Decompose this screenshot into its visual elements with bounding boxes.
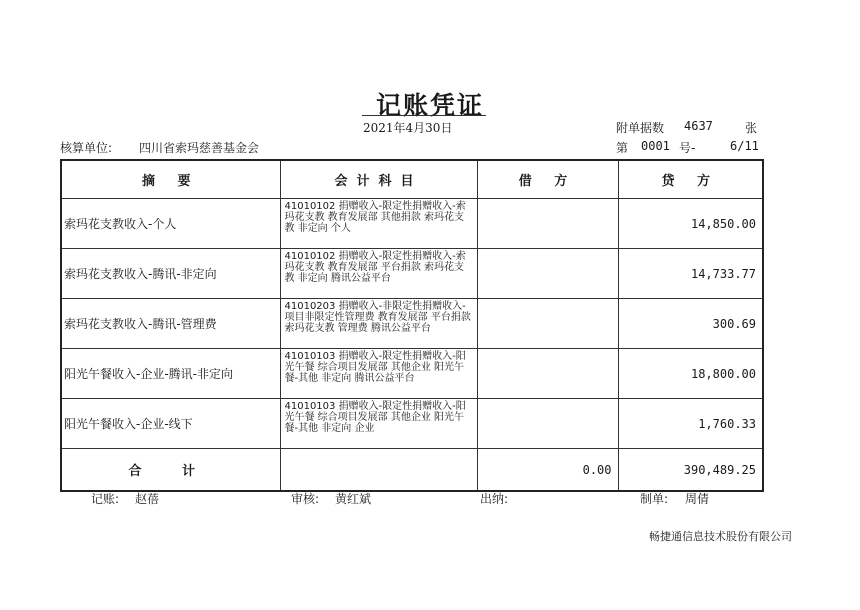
reviewer-name: 黄红斌 xyxy=(335,492,372,506)
header-debit: 借 方 xyxy=(477,160,618,199)
voucher-date: 2021年4月30日 xyxy=(363,121,453,135)
voucher-number-suffix: 号- xyxy=(679,141,696,155)
total-label: 合 计 xyxy=(61,449,280,492)
attachments-label: 附单据数 xyxy=(616,121,665,135)
row-debit xyxy=(477,349,618,399)
voucher-title: 记账凭证 xyxy=(375,91,484,120)
total-debit: 0.00 xyxy=(477,449,618,492)
header-summary: 摘 要 xyxy=(61,160,280,199)
unit-label: 核算单位: xyxy=(60,141,113,155)
row-account: 41010203 捐赠收入-非限定性捐赠收入-项目非限定性管理费 教育发展部 平台捐款 索玛花支教 管理费 腾讯公益平台 xyxy=(280,299,477,349)
bookkeeper-label: 记账: xyxy=(91,492,120,506)
voucher-number-prefix: 第 xyxy=(616,141,629,155)
row-account: 41010103 捐赠收入-限定性捐赠收入-阳光午餐 综合项目发展部 其他企业 阳光午餐-其他 非定向 企业 xyxy=(280,399,477,449)
title-underline xyxy=(362,115,486,116)
row-summary: 阳光午餐收入-企业-腾讯-非定向 xyxy=(61,349,280,399)
table-row xyxy=(61,249,763,299)
row-credit: 1,760.33 xyxy=(618,399,763,449)
table-row xyxy=(61,199,763,249)
bookkeeper-name: 赵蓓 xyxy=(135,492,160,506)
row-debit xyxy=(477,399,618,449)
row-summary: 索玛花支教收入-个人 xyxy=(61,199,280,249)
row-summary: 索玛花支教收入-腾讯-非定向 xyxy=(61,249,280,299)
table-row xyxy=(61,399,763,449)
voucher-number: 0001 xyxy=(641,139,670,153)
attachments-count: 4637 xyxy=(684,119,713,133)
row-debit xyxy=(477,199,618,249)
reviewer-label: 审核: xyxy=(291,492,320,506)
row-summary: 索玛花支教收入-腾讯-管理费 xyxy=(61,299,280,349)
header-credit: 贷 方 xyxy=(618,160,763,199)
voucher-page: 6/11 xyxy=(730,139,759,153)
attachments-unit: 张 xyxy=(745,121,758,135)
unit-name: 四川省索玛慈善基金会 xyxy=(139,141,260,155)
row-debit xyxy=(477,299,618,349)
row-credit: 14,733.77 xyxy=(618,249,763,299)
row-debit xyxy=(477,249,618,299)
software-company: 畅捷通信息技术股份有限公司 xyxy=(649,530,792,543)
preparer-name: 周倩 xyxy=(685,492,710,506)
row-credit: 18,800.00 xyxy=(618,349,763,399)
preparer-label: 制单: xyxy=(640,492,669,506)
total-row xyxy=(61,449,763,492)
row-credit: 14,850.00 xyxy=(618,199,763,249)
table-header-row xyxy=(61,160,763,199)
row-credit: 300.69 xyxy=(618,299,763,349)
cashier-label: 出纳: xyxy=(480,492,509,506)
row-summary: 阳光午餐收入-企业-线下 xyxy=(61,399,280,449)
voucher-table xyxy=(60,159,764,492)
table-row xyxy=(61,299,763,349)
table-row xyxy=(61,349,763,399)
row-account: 41010102 捐赠收入-限定性捐赠收入-索玛花支教 教育发展部 其他捐款 索玛花支教 非定向 个人 xyxy=(280,199,477,249)
row-account: 41010102 捐赠收入-限定性捐赠收入-索玛花支教 教育发展部 平台捐款 索玛花支教 非定向 腾讯公益平台 xyxy=(280,249,477,299)
header-account: 会计科目 xyxy=(280,160,477,199)
row-account: 41010103 捐赠收入-限定性捐赠收入-阳光午餐 综合项目发展部 其他企业 阳光午餐-其他 非定向 腾讯公益平台 xyxy=(280,349,477,399)
total-credit: 390,489.25 xyxy=(618,449,763,492)
total-account-empty xyxy=(280,449,477,492)
